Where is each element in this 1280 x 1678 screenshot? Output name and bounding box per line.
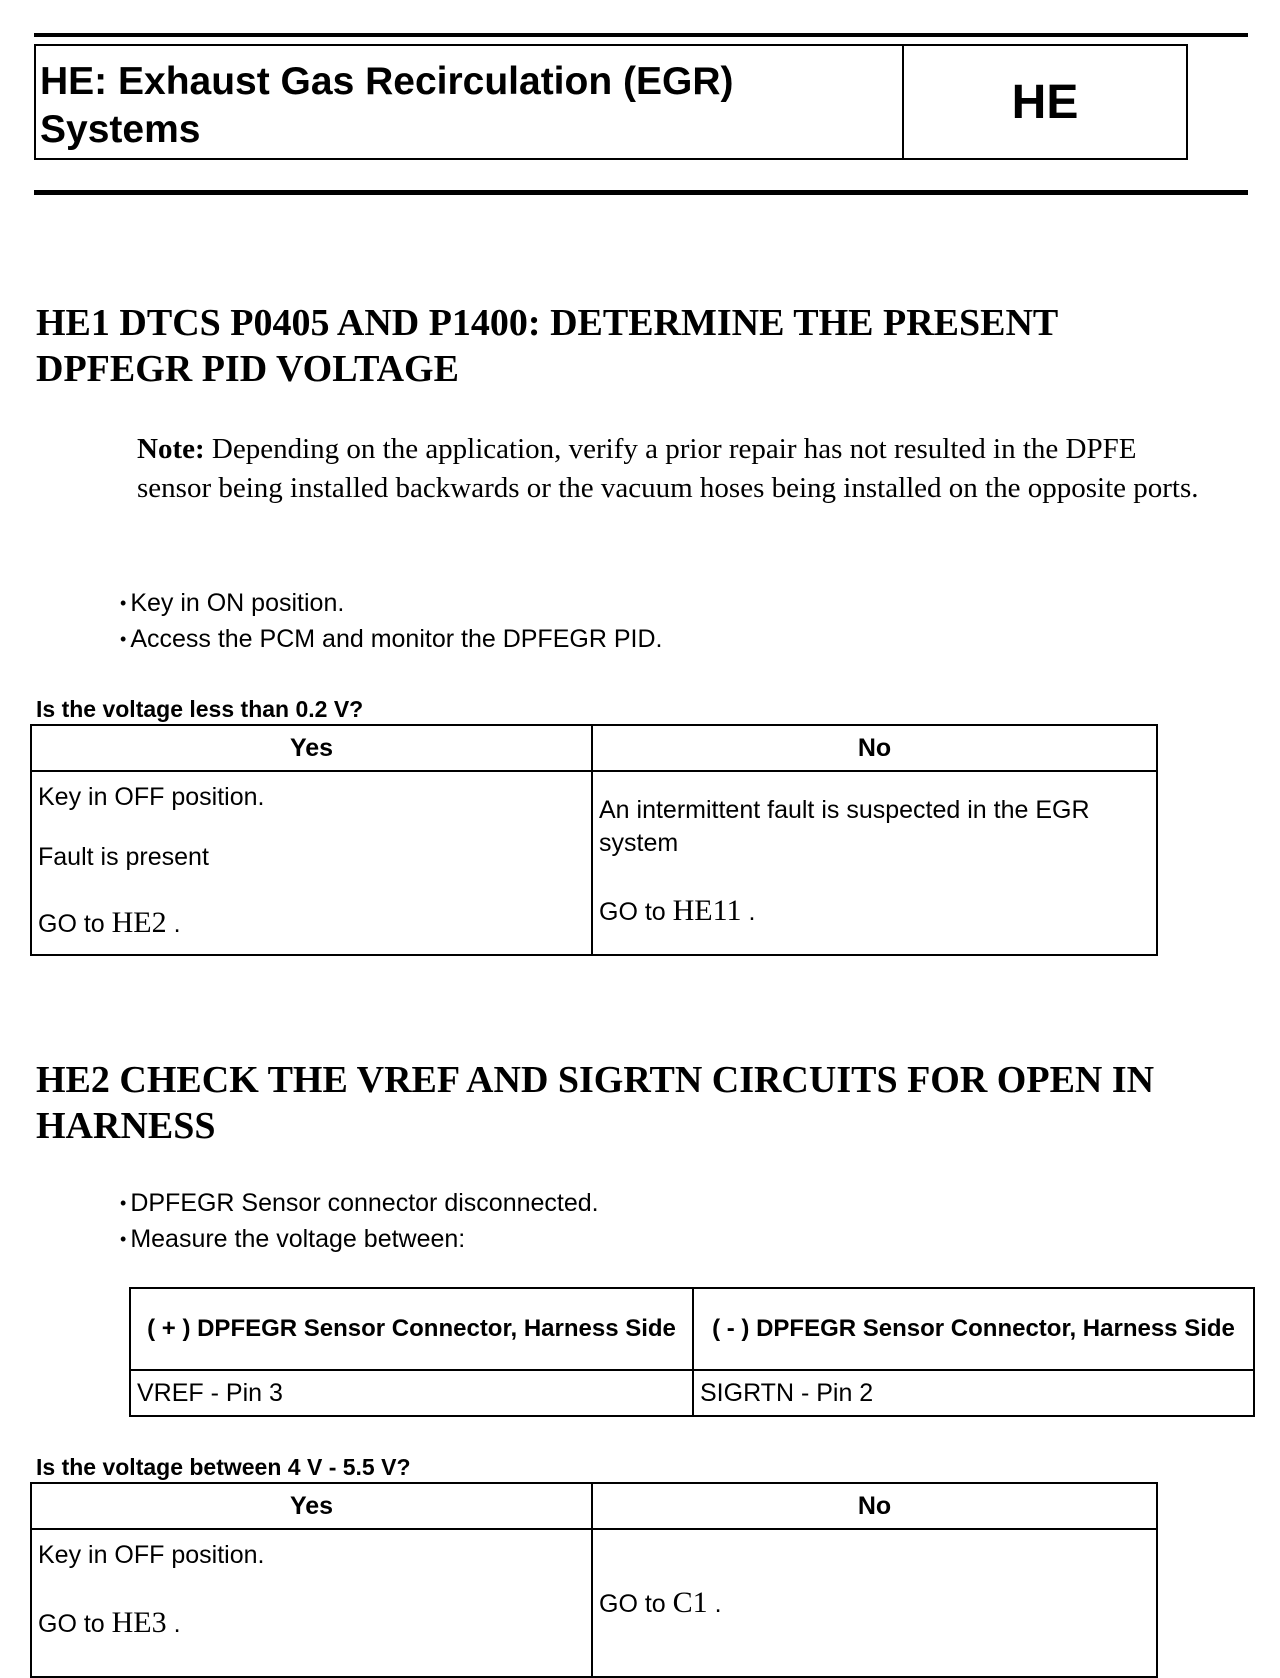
he1-question: Is the voltage less than 0.2 V? <box>36 696 364 722</box>
list-item: • Key in ON position. <box>120 586 662 622</box>
he2-decision-table <box>30 1482 1158 1678</box>
he2-question: Is the voltage between 4 V - 5.5 V? <box>36 1454 411 1480</box>
link-he2[interactable]: HE2 <box>111 906 167 939</box>
he1-decision-table <box>30 724 1158 956</box>
no-go-line: GO to HE11 . <box>599 894 756 927</box>
yes-line-2: Fault is present <box>38 843 209 871</box>
he2-bullet-list <box>120 1186 599 1258</box>
yes-cell <box>31 1529 592 1677</box>
no-header: No <box>592 725 1157 771</box>
yes-line-1: Key in OFF position. <box>38 783 265 811</box>
yes-cell <box>31 771 592 955</box>
yes-go-line: GO to HE3 . <box>38 1606 181 1639</box>
list-item: • Access the PCM and monitor the DPFEGR PID. <box>120 622 662 658</box>
header-bottom-rule <box>34 190 1248 195</box>
note-label: Note: <box>137 433 205 465</box>
minus-pin-cell: SIGRTN - Pin 2 <box>693 1370 1254 1416</box>
note-text: Depending on the application, verify a prior repair has not resulted in the DPFE sensor being installed backwards or the vacuum hoses being installed on the opposite ports. <box>137 433 1199 504</box>
page-title: HE: Exhaust Gas Recirculation (EGR) Systems <box>40 60 734 151</box>
no-go-line: GO to C1 . <box>599 1585 722 1619</box>
no-header: No <box>592 1483 1157 1529</box>
no-cell <box>592 1529 1157 1677</box>
list-item: • DPFEGR Sensor connector disconnected. <box>120 1186 599 1222</box>
go-to-label: GO to <box>599 898 673 926</box>
no-cell <box>592 771 1157 955</box>
header-box <box>34 44 1188 160</box>
go-to-label: GO to <box>38 910 112 938</box>
link-c1[interactable]: C1 <box>672 1585 708 1619</box>
yes-header: Yes <box>31 725 592 771</box>
list-item: • Measure the voltage between: <box>120 1222 599 1258</box>
link-he3[interactable]: HE3 <box>111 1606 167 1639</box>
section-code: HE <box>1011 75 1079 129</box>
yes-go-line: GO to HE2 . <box>38 906 181 939</box>
he1-title: HE1 DTCS P0405 AND P1400: DETERMINE THE PRESENT DPFEGR PID VOLTAGE <box>36 302 1058 390</box>
go-to-label: GO to <box>599 1589 673 1618</box>
he1-note <box>137 430 1217 508</box>
top-rule <box>34 33 1248 37</box>
he2-measurement-table <box>129 1287 1255 1417</box>
plus-pin-cell: VREF - Pin 3 <box>130 1370 693 1416</box>
yes-header: Yes <box>31 1483 592 1529</box>
link-he11[interactable]: HE11 <box>672 894 742 927</box>
plus-connector-header: ( + ) DPFEGR Sensor Connector, Harness Side <box>130 1288 693 1370</box>
he1-bullet-list <box>120 586 662 658</box>
yes-line-1: Key in OFF position. <box>38 1541 265 1569</box>
no-line-1: An intermittent fault is suspected in the EGR system <box>599 796 1090 857</box>
minus-connector-header: ( - ) DPFEGR Sensor Connector, Harness Side <box>693 1288 1254 1370</box>
he2-title: HE2 CHECK THE VREF AND SIGRTN CIRCUITS FOR OPEN IN HARNESS <box>36 1059 1155 1147</box>
go-to-label: GO to <box>38 1610 112 1638</box>
